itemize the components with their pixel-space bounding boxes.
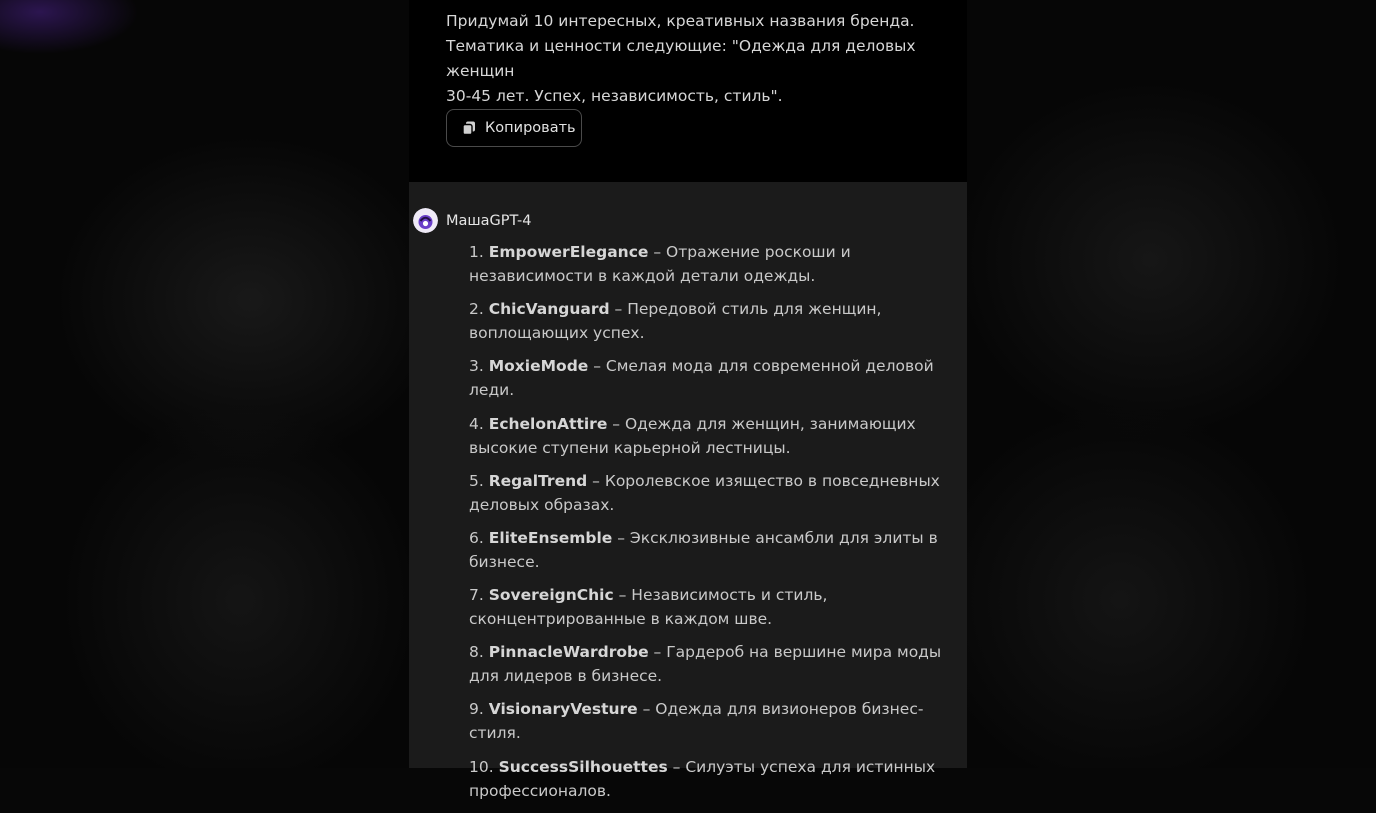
brand-description: – Отражение роскоши и независимости в каждой детали одежды. — [469, 243, 851, 285]
item-number: 2. — [469, 300, 484, 318]
brand-name: SuccessSilhouettes — [498, 758, 668, 776]
list-item — [469, 527, 961, 574]
user-message-text: Придумай 10 интересных, креативных названия бренда. Тематика и ценности следующие: "Одежда для деловых женщин 30-45 лет. Успех, независимость, стиль". — [446, 12, 916, 105]
item-number: 10. — [469, 758, 494, 776]
item-number: 6. — [469, 529, 484, 547]
item-number: 1. — [469, 243, 484, 261]
list-item — [469, 413, 961, 460]
list-item — [469, 241, 961, 288]
list-item — [469, 756, 961, 803]
copy-button[interactable] — [446, 109, 582, 147]
brand-name: EliteEnsemble — [488, 529, 613, 547]
bot-header — [413, 207, 532, 234]
list-item — [469, 355, 961, 402]
brand-name: PinnacleWardrobe — [488, 643, 649, 661]
brand-description: – Гардероб на вершине мира моды для лидеров в бизнесе. — [469, 643, 942, 685]
brand-description: – Эксклюзивные ансамбли для элиты в бизнесе. — [469, 529, 938, 571]
answer-list — [469, 241, 961, 813]
brand-description: – Передовой стиль для женщин, воплощающих успех. — [469, 300, 882, 342]
brand-description: – Одежда для визионеров бизнес-стиля. — [469, 700, 924, 742]
list-item — [469, 584, 961, 631]
list-item — [469, 698, 961, 745]
brand-name: RegalTrend — [488, 472, 588, 490]
bot-name: МашаGPT-4 — [446, 212, 532, 229]
brand-name: EmpowerElegance — [488, 243, 649, 261]
list-item — [469, 641, 961, 688]
brand-name: MoxieMode — [488, 357, 589, 375]
list-item — [469, 470, 961, 517]
brand-name: ChicVanguard — [488, 300, 610, 318]
item-number: 4. — [469, 415, 484, 433]
item-number: 5. — [469, 472, 484, 490]
item-number: 3. — [469, 357, 484, 375]
item-number: 8. — [469, 643, 484, 661]
brand-description: – Силуэты успеха для истинных профессионалов. — [469, 758, 936, 800]
item-number: 9. — [469, 700, 484, 718]
bot-avatar-icon — [413, 208, 438, 233]
item-number: 7. — [469, 586, 484, 604]
brand-name: EchelonAttire — [488, 415, 608, 433]
brand-description: – Королевское изящество в повседневных деловых образах. — [469, 472, 940, 514]
brand-description: – Одежда для женщин, занимающих высокие ступени карьерной лестницы. — [469, 415, 916, 457]
copy-button-label: Копировать — [485, 120, 576, 136]
brand-name: SovereignChic — [488, 586, 614, 604]
brand-name: VisionaryVesture — [488, 700, 638, 718]
brand-description: – Смелая мода для современной деловой леди. — [469, 357, 934, 399]
chat-column — [409, 0, 967, 800]
user-message — [409, 0, 967, 182]
brand-description: – Независимость и стиль, сконцентрированные в каждом шве. — [469, 586, 828, 628]
copy-icon — [461, 120, 477, 136]
list-item — [469, 298, 961, 345]
